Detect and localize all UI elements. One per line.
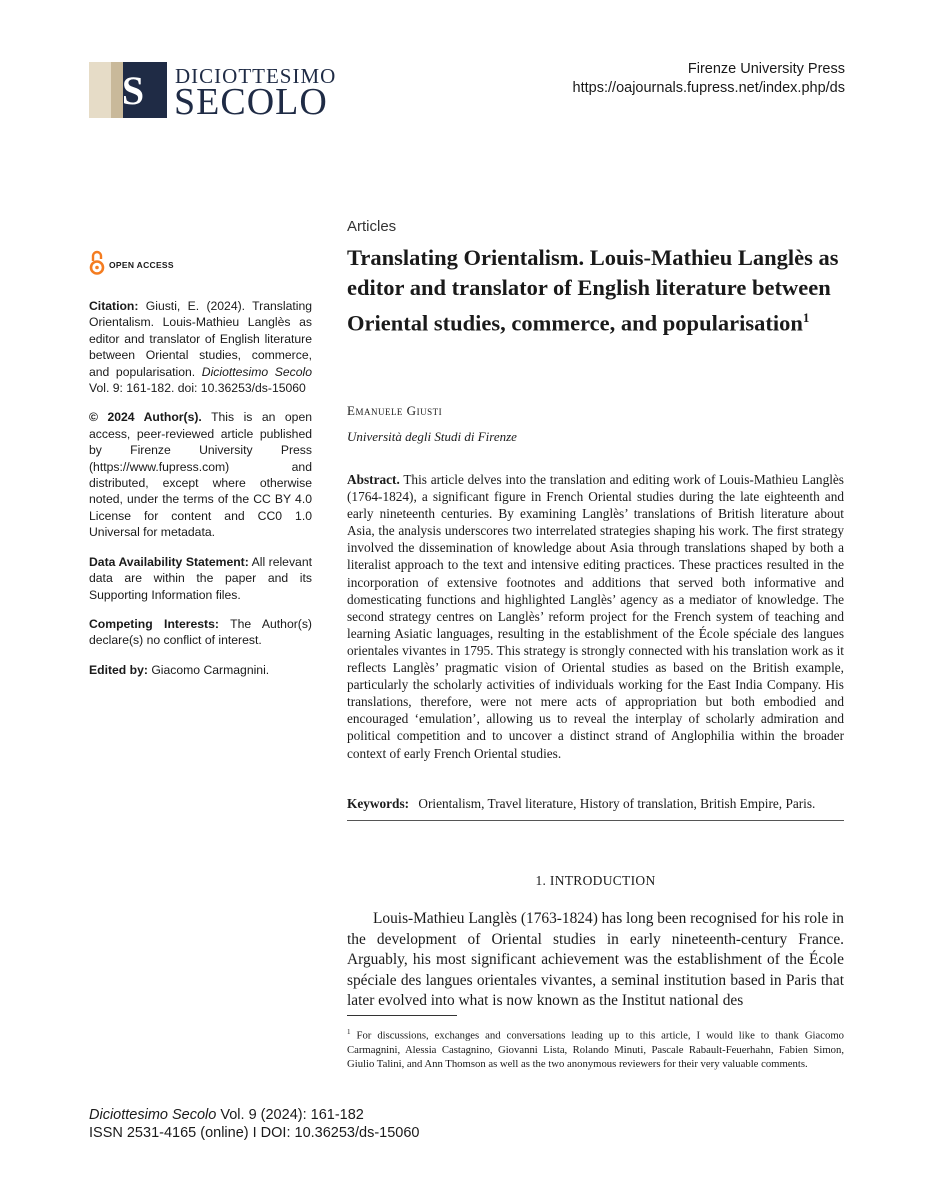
citation-label: Citation: bbox=[89, 299, 139, 313]
footer-citation-line bbox=[89, 1107, 420, 1125]
copyright-label: © 2024 Author(s). bbox=[89, 410, 202, 425]
footnote-text: For discussions, exchanges and conversations leading up to this article, I would like to thank Giacomo Carmagnini, Alessia Castagnino, Giovanni Lista, Rolando Minuti, Pascale Rabault-Feuerhahn, Fabien Simon, Giulio Talini, and Ann Thomson as well as the two anonymous reviewers for their very valuable comments. bbox=[347, 1029, 845, 1070]
data-availability-label: Data Availability Statement: bbox=[89, 554, 249, 569]
open-access-icon bbox=[89, 250, 105, 276]
footnote-divider bbox=[347, 1015, 457, 1016]
abstract-text: This article delves into the translation and editing work of Louis-Mathieu Langlès (1764-1824), a significant figure in French Oriental studies during the late eighteenth and early nineteenth centuries. By examining Langlès’ translations of British literature about Asia, the analysis underscores two interrelated strategies shaping his work. The first strategy involved the dissemination of knowledge about Asia through translations shaped by both a literalist approach to the text and intensive editing practices. These practices resulted in the incorporation of extensive footnotes and additions that served both informative and domesticating functions and highlighted Langlès’ agency as a mediator of knowledge. The second strategy centres on Langlès’ reform project for the French system of teaching and learning Asiatic languages, resulting in the establishment of the École spéciale des langues orientales vivantes in 1795. This strategy is strongly connected with his translation work as it reflects Langlès’ pragmatic vision of Oriental studies as based on the British example, particularly the scholarly activities of individuals working for the East India Company. His translations, therefore, were not mere acts of appropriation but both embodied and encouraged ‘emulation’, allowing us to reveal the interplay of scholarly admiration and political competition and to uncover a distinct strand of Anglophilia within the broader context of early French Oriental studies. bbox=[347, 472, 844, 761]
competing-interests-text: The Author(s) declare(s) no conflict of interest. bbox=[89, 616, 312, 648]
section-label: Articles bbox=[347, 218, 397, 235]
page-footer bbox=[89, 1107, 420, 1142]
author-affiliation: Università degli Studi di Firenze bbox=[347, 429, 517, 444]
citation-text: Giusti, E. (2024). Translating Orientalism. Louis-Mathieu Langlès as editor and translator of English literature between Oriental studies, commerce, and popularisation. bbox=[89, 299, 312, 379]
logo-word-line2: SECOLO bbox=[174, 81, 328, 123]
edited-by-label: Edited by: bbox=[89, 662, 148, 677]
article-title-text: Translating Orientalism. Louis-Mathieu Langlès as editor and translator of English literature between Oriental studies, commerce, and popularisation bbox=[347, 245, 839, 336]
open-access-badge bbox=[89, 250, 312, 276]
section-heading: 1. INTRODUCTION bbox=[535, 873, 656, 888]
keywords bbox=[347, 795, 844, 812]
title-footnote-mark[interactable]: 1 bbox=[802, 310, 810, 325]
competing-interests-block bbox=[89, 616, 312, 649]
citation-journal: Diciottesimo Secolo bbox=[201, 364, 312, 379]
footer-issn: ISSN 2531-4165 (online) I DOI: 10.36253/ds-15060 bbox=[89, 1124, 420, 1141]
logo-word-line1: DICIOTTESIMO bbox=[175, 64, 337, 88]
abstract bbox=[347, 471, 844, 762]
footnote-mark: 1 bbox=[347, 1028, 351, 1036]
open-access-label: OPEN ACCESS bbox=[109, 259, 174, 270]
logo-letter: S bbox=[121, 68, 145, 113]
data-availability-block bbox=[89, 554, 312, 603]
publisher-header bbox=[573, 60, 845, 98]
footer-volume: Vol. 9 (2024): 161-182 bbox=[220, 1107, 364, 1123]
publisher-name: Firenze University Press bbox=[687, 61, 845, 77]
author-name: Emanuele Giusti bbox=[347, 403, 443, 418]
abstract-label: Abstract. bbox=[347, 472, 400, 487]
journal-logo-mark bbox=[89, 62, 167, 118]
logo-panel-light bbox=[89, 62, 111, 118]
intro-paragraph: Louis-Mathieu Langlès (1763-1824) has long been recognised for his role in the development of Oriental studies in early nineteenth-century France. Arguably, his most significant achievement was the establishment of the École spéciale des langues orientales vivantes, a seminal institution based in Paris that later evolved into what is now known as the Institut national des bbox=[347, 910, 845, 1010]
citation-block bbox=[89, 298, 312, 396]
footer-journal: Diciottesimo Secolo bbox=[89, 1107, 217, 1123]
footnote bbox=[347, 1025, 844, 1071]
keywords-text: Orientalism, Travel literature, History of translation, British Empire, Paris. bbox=[418, 796, 816, 811]
data-availability-text: All relevant data are within the paper and its Supporting Information files. bbox=[89, 554, 312, 602]
article-sidebar bbox=[89, 250, 312, 691]
copyright-text: This is an open access, peer-reviewed article published by Firenze University Press (https://www.fupress.com) and distributed, except where otherwise noted, under the terms of the CC BY 4.0 License for content and CC0 1.0 Universal for metadata. bbox=[89, 410, 312, 540]
journal-logo bbox=[89, 62, 359, 123]
publisher-url[interactable]: https://oajournals.fupress.net/index.php/ds bbox=[572, 80, 845, 96]
keywords-label: Keywords: bbox=[347, 796, 410, 811]
citation-details: Vol. 9: 161-182. doi: 10.36253/ds-15060 bbox=[89, 381, 306, 396]
article-title bbox=[347, 243, 847, 339]
keywords-divider bbox=[347, 820, 844, 821]
competing-interests-label: Competing Interests: bbox=[89, 616, 219, 631]
copyright-block bbox=[89, 409, 312, 540]
edited-by-block bbox=[89, 662, 312, 678]
edited-by-text: Giacomo Carmagnini. bbox=[151, 662, 270, 677]
